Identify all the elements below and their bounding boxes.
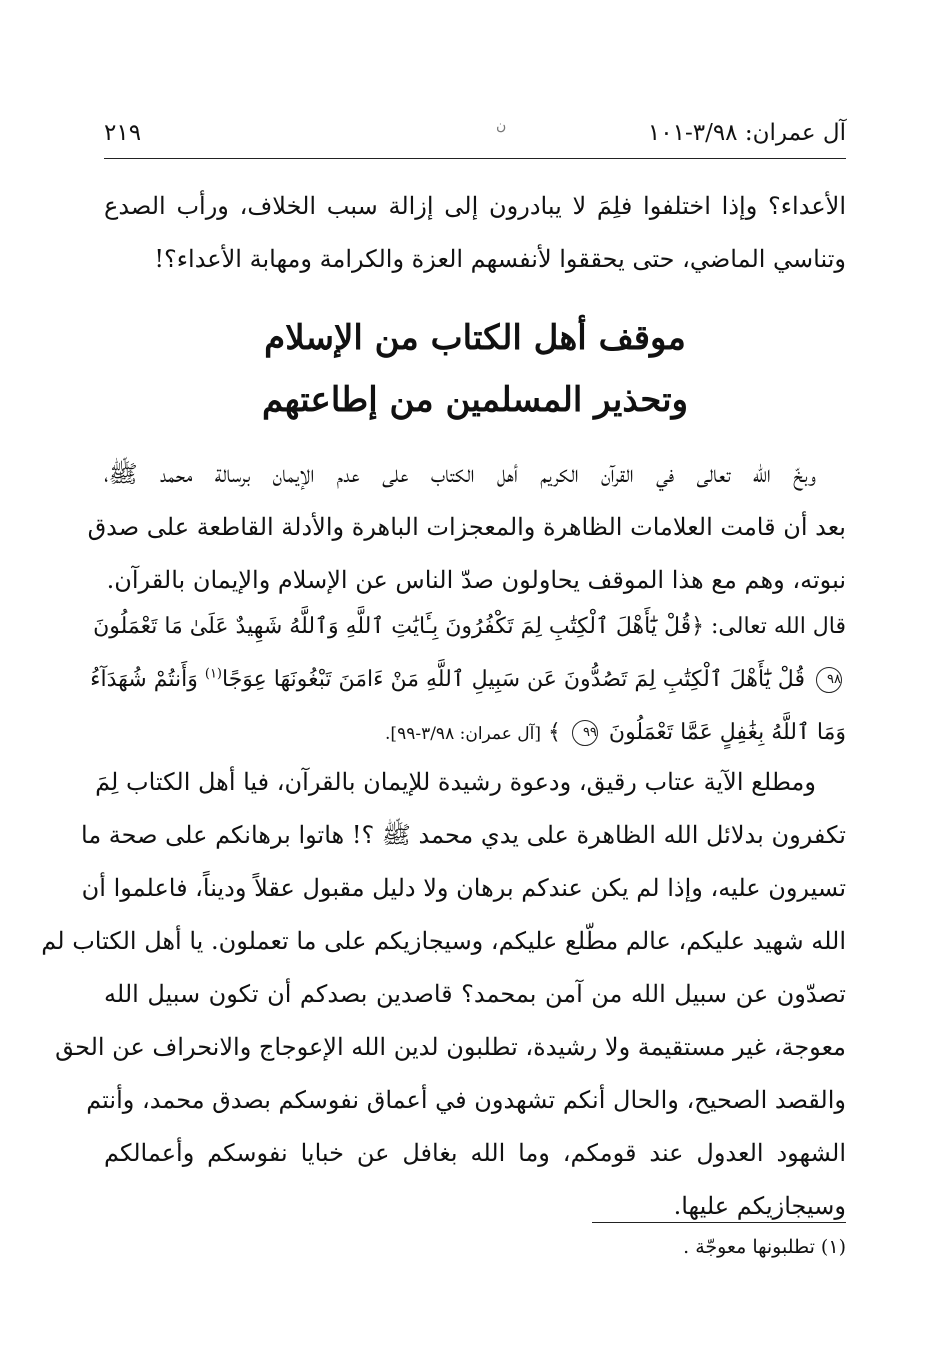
header-mark: ﻥ — [496, 118, 507, 134]
paragraph-2 — [41, 756, 846, 1233]
section-heading-line-1: موقف أهل الكتاب من الإسلام — [264, 318, 686, 358]
section-heading-line-2: وتحذير المسلمين من إطاعتهم — [261, 380, 689, 420]
paragraph-1 — [87, 448, 846, 607]
verse-close-bracket: ﴾ — [548, 720, 561, 745]
verse-line — [90, 653, 846, 706]
text-line: وسيجازيكم عليها. — [673, 1192, 846, 1220]
footnote: (١) تطلبونها معوجّة . — [683, 1236, 846, 1258]
text-line: تكفرون بدلائل الله الظاهرة على يدي محمد ﷺ ؟! هاتوا برهانكم على صحة ما — [81, 821, 846, 849]
text-line: وتناسي الماضي، حتى يحققوا لأنفسهم العزة والكرامة ومهابة الأعداء؟! — [154, 245, 846, 273]
verse-text: قُلْ يَٰٓأَهْلَ ٱلْكِتَٰبِ لِمَ تَصُدُّونَ عَن سَبِيلِ ٱللَّهِ مَنْ ءَامَنَ تَبْغُونَهَا عِوَجًا — [222, 667, 805, 692]
text-line: ومطلع الآية عتاب رقيق، ودعوة رشيدة للإيمان بالقرآن، فيا أهل الكتاب لِمَ — [95, 768, 816, 796]
ayah-number-marker: ٩٩ — [572, 720, 598, 746]
verse-line: قال الله تعالى: ﴿قُلْ يَٰٓأَهْلَ ٱلْكِتَٰبِ لِمَ تَكْفُرُونَ بِـَٔايَٰتِ ٱللَّهِ وَٱللَّهُ شَهِيدٌ عَلَىٰ مَا تَعْمَلُونَ — [93, 614, 846, 639]
text-line: نبوته، وهم مع هذا الموقف يحاولون صدّ الناس عن الإسلام والإيمان بالقرآن. — [106, 566, 846, 594]
text-line: والقصد الصحيح، والحال أنكم تشهدون في أعماق نفوسكم بصدق محمد، وأنتم — [86, 1086, 846, 1114]
quran-verse-block — [90, 600, 846, 759]
text-line: تسيرون عليه، وإذا لم يكن عندكم برهان ولا دليل مقبول عقلاً وديناً، فاعلموا أن — [81, 874, 846, 902]
text-line: وبخّ الله تعالى في القرآن الكريم أهل الكتاب على عدم الإيمان برسالة محمد ﷺ، — [104, 460, 817, 488]
verse-line — [104, 706, 846, 759]
page-number: ٢١٩ — [104, 120, 142, 146]
verse-reference: [آل عمران: ٣/٩٨-٩٩]. — [385, 724, 542, 744]
text-line: بعد أن قامت العلامات الظاهرة والمعجزات الباهرة والأدلة القاطعة على صدق — [87, 513, 846, 541]
verse-text: وَمَا ٱللَّهُ بِغَٰفِلٍ عَمَّا تَعْمَلُونَ — [608, 720, 846, 745]
text-line: تصدّون عن سبيل الله من آمن بمحمد؟ قاصدين بصدكم أن تكون سبيل الله — [104, 980, 846, 1008]
text-line: الله شهيد عليكم، عالم مطّلع عليكم، وسيجازيكم على ما تعملون. يا أهل الكتاب لم — [41, 927, 846, 955]
footnote-ref: (١) — [204, 666, 222, 682]
text-line: معوجة، غير مستقيمة ولا رشيدة، تطلبون لدين الله الإعوجاج والانحراف عن الحق — [55, 1033, 846, 1061]
ayah-number-marker: ٩٨ — [816, 667, 842, 693]
text-line: الأعداء؟ وإذا اختلفوا فلِمَ لا يبادرون إلى إزالة سبب الخلاف، ورأب الصدع — [104, 192, 846, 220]
page-header — [104, 118, 846, 159]
intro-paragraph — [104, 180, 846, 286]
footnote-divider — [592, 1222, 846, 1223]
text-line: الشهود العدول عند قومكم، وما الله بغافل عن خبايا نفوسكم وأعمالكم — [104, 1139, 846, 1167]
verse-text: وَأَنتُمْ شُهَدَآءُ — [90, 667, 198, 692]
running-title: آل عمران: ٣/٩٨-١٠١ — [647, 120, 846, 146]
